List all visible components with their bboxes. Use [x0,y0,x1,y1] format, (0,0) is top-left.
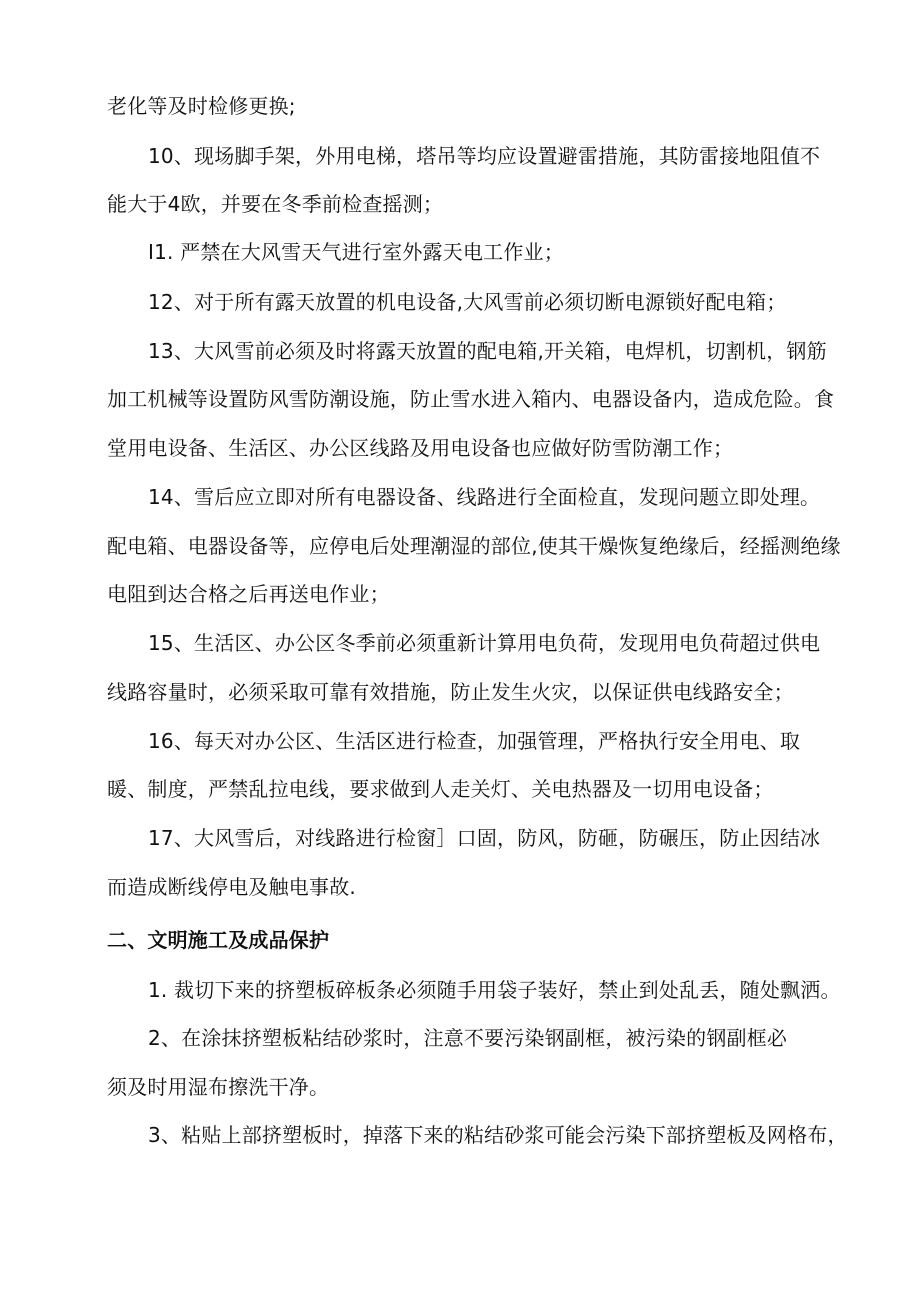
text-line: 1. 裁切下来的挤塑板碎板条必须随手用袋子装好，禁止到处乱丢，随处飘洒。 [148,978,841,1002]
text-line: 3、粘贴上部挤塑板时，掉落下来的粘结砂浆可能会污染下部挤塑板及网格布， [148,1123,848,1147]
text-line: 能大于4欧，并要在冬季前检查摇测； [107,192,444,216]
text-line: 10、现场脚手架，外用电梯，塔吊等均应设置避雷措施，其防雷接地阻值不 [148,144,821,168]
text-line: 暖、制度，严禁乱拉电线，要求做到人走关灯、关电热器及一切用电设备； [107,777,774,801]
text-line: 17、大风雪后，对线路进行检窗］口固，防风，防砸，防碾压，防止因结冰 [148,826,821,850]
text-line: 12、对于所有露天放置的机电设备,大风雪前必须切断电源锁好配电箱； [148,290,787,314]
text-line: 2、在涂抹挤塑板粘结砂浆时，注意不要污染钢副框，被污染的钢副框必 [148,1026,788,1050]
section-heading: 二、文明施工及成品保护 [107,928,330,952]
text-line: 15、生活区、办公区冬季前必须重新计算用电负荷，发现用电负荷超过供电 [148,631,821,655]
text-line: 加工机械等设置防风雪防潮设施，防止雪水进入箱内、电器设备内，造成危险。食 [107,387,835,411]
text-line: 电阻到达合格之后再送电作业； [107,582,390,606]
text-line: 老化等及时检修更换; [107,94,296,118]
text-line: 而造成断线停电及触电事故. [107,875,356,899]
text-line: 配电箱、电器设备等，应停电后处理潮湿的部位,使其干燥恢复绝缘后，经摇测绝缘 [107,534,841,558]
text-line: 堂用电设备、生活区、办公区线路及用电设备也应做好防雪防潮工作； [107,436,734,460]
text-line: 13、大风雪前必须及时将露天放置的配电箱,开关箱，电焊机，切割机，钢筋 [148,339,827,363]
text-line: 14、雪后应立即对所有电器设备、线路进行全面检直，发现问题立即处理。 [148,485,821,509]
text-line: 线路容量时，必须采取可靠有效措施，防止发生火灾，以保证供电线路安全； [107,680,794,704]
text-line: 16、每天对办公区、生活区进行检查，加强管理，严格执行安全用电、取 [148,729,801,753]
text-line: I1. 严禁在大风雪天气进行室外露天电工作业； [148,240,564,264]
text-line: 须及时用湿布擦洗干净。 [107,1075,330,1099]
